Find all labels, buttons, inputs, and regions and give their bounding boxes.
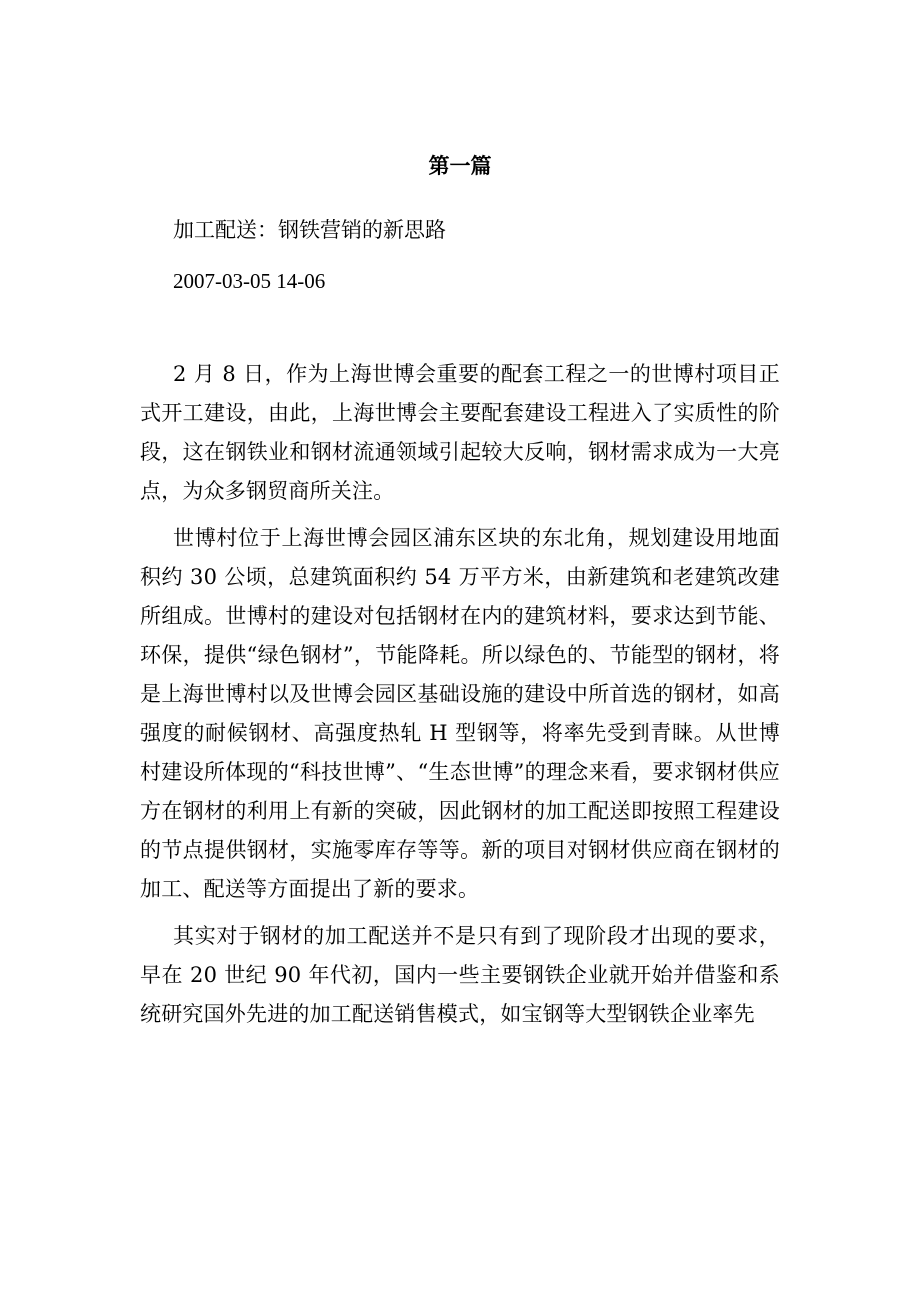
article-title: 加工配送：钢铁营销的新思路 (173, 218, 446, 242)
article-body (140, 355, 780, 1042)
article-date: 2007-03-05 14-06 (173, 269, 326, 293)
paragraph-3: 其实对于钢材的加工配送并不是只有到了现阶段才出现的要求，早在 20 世纪 90 年代初，国内一些主要钢铁企业就开始并借鉴和系统研究国外先进的加工配送销售模式，如宝钢等大型钢铁企业率先 (140, 924, 780, 1026)
paragraph-1: 2 月 8 日，作为上海世博会重要的配套工程之一的世博村项目正式开工建设，由此，上海世博会主要配套建设工程进入了实质性的阶段，这在钢铁业和钢材流通领域引起较大反响，钢材需求成为一大亮点，为众多钢贸商所关注。 (140, 362, 780, 503)
chapter-title: 第一篇 (428, 153, 492, 178)
paragraph-2: 世博村位于上海世博会园区浦东区块的东北角，规划建设用地面积约 30 公顷，总建筑面积约 54 万平方米，由新建筑和老建筑改建所组成。世博村的建设对包括钢材在内的建筑材料，要求达到节能、环保，提供“绿色钢材”，节能降耗。所以绿色的、节能型的钢材，将是上海世博村以及世博会园区基础设施的建设中所首选的钢材，如高强度的耐候钢材、高强度热轧 H 型钢等，将率先受到青睐。从世博村建设所体现的“科技世博”、“生态世博”的理念来看，要求钢材供应方在钢材的利用上有新的突破，因此钢材的加工配送即按照工程建设的节点提供钢材，实施零库存等等。新的项目对钢材供应商在钢材的加工、配送等方面提出了新的要求。 (140, 526, 780, 901)
